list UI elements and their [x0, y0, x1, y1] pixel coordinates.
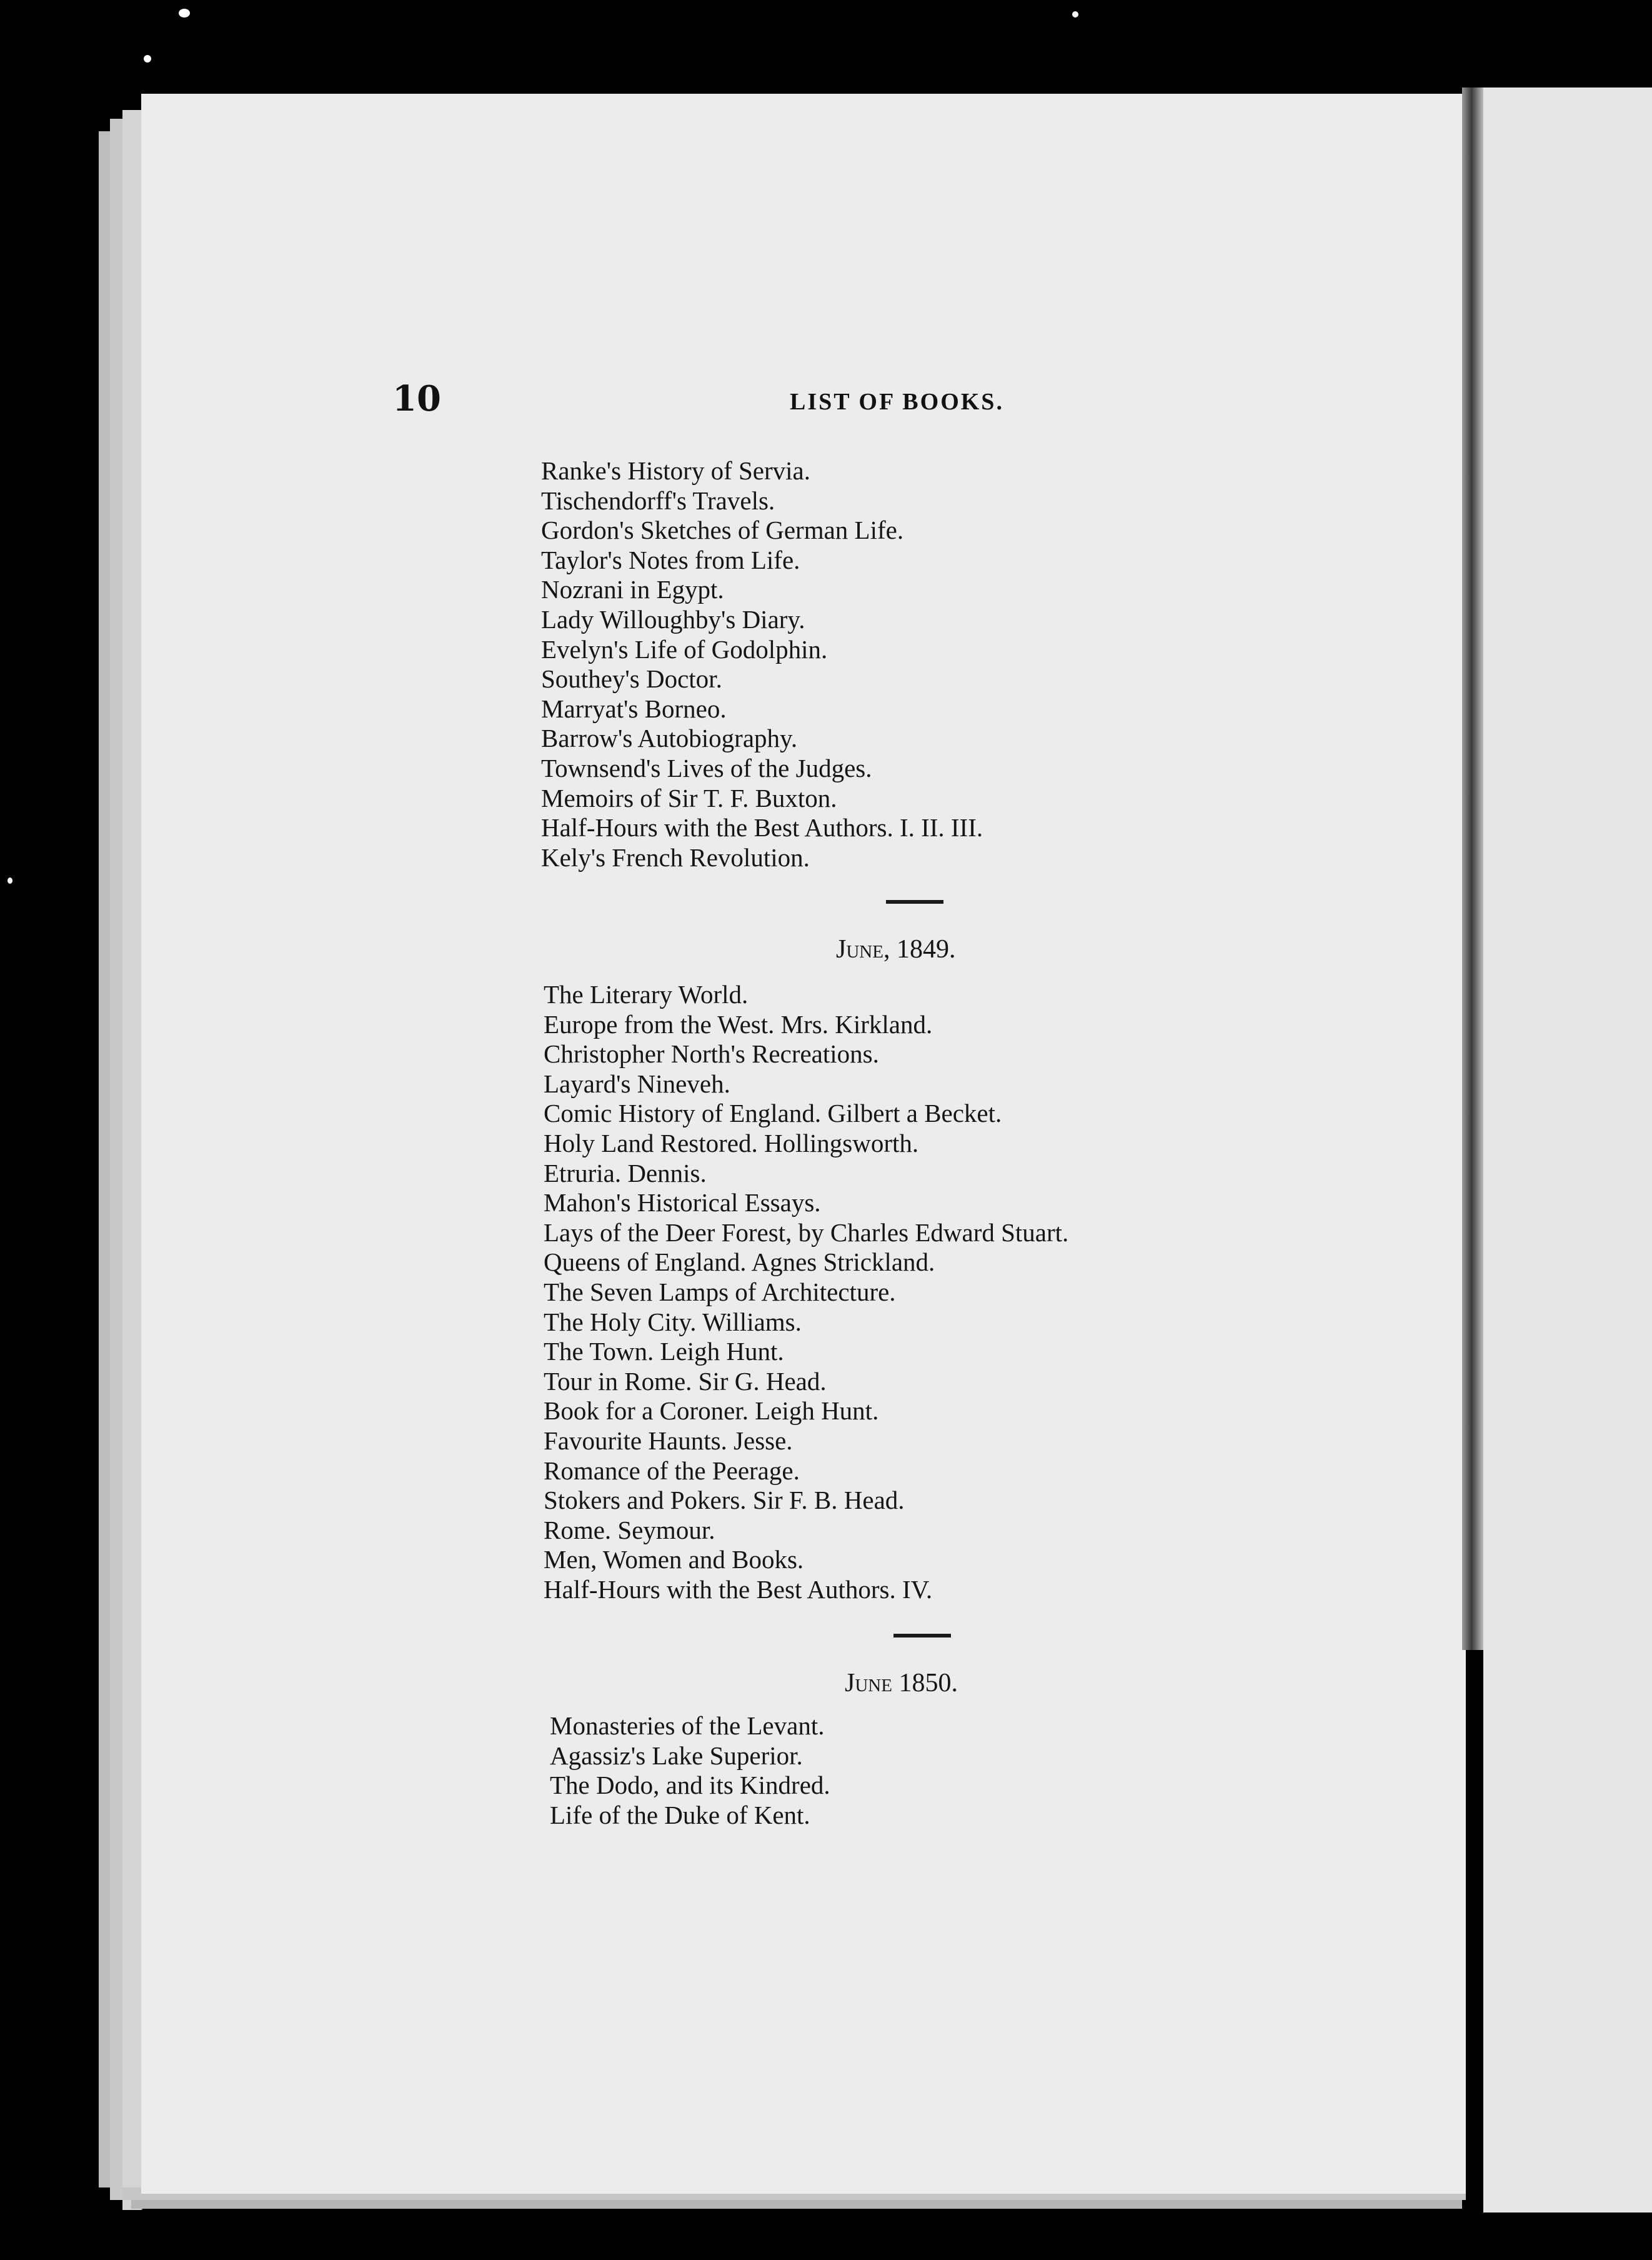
list-item: Stokers and Pokers. Sir F. B. Head.	[544, 1486, 905, 1515]
list-item: Kely's French Revolution.	[541, 842, 810, 872]
list-item: Agassiz's Lake Superior.	[550, 1741, 803, 1770]
list-item: Half-Hours with the Best Authors. I. II. III.	[541, 813, 983, 842]
list-item: Gordon's Sketches of German Life.	[541, 516, 904, 545]
page-number: 10	[392, 378, 441, 419]
book-list-section-1	[541, 456, 983, 872]
list-item: Barrow's Autobiography.	[541, 724, 798, 753]
list-item: Lady Willoughby's Diary.	[541, 604, 805, 634]
heading-month: June	[836, 935, 883, 964]
list-item: Layard's Nineveh.	[544, 1069, 730, 1098]
list-item: Holy Land Restored. Hollingsworth.	[544, 1128, 919, 1158]
book-list-section-3	[550, 1711, 830, 1830]
list-item: Men, Women and Books.	[544, 1545, 804, 1574]
section-heading	[836, 936, 955, 962]
heading-month: June	[845, 1669, 892, 1698]
list-item: Europe from the West. Mrs. Kirkland.	[544, 1009, 933, 1039]
list-item: Tischendorff's Travels.	[541, 486, 775, 515]
dust-speck	[7, 878, 12, 884]
list-item: The Town. Leigh Hunt.	[544, 1337, 784, 1366]
list-item: Monasteries of the Levant.	[550, 1711, 825, 1740]
list-item: Southey's Doctor.	[541, 664, 722, 694]
book-list-section-2	[544, 980, 1068, 1604]
dust-speck	[144, 55, 151, 62]
list-item: Taylor's Notes from Life.	[541, 545, 800, 574]
list-item: Christopher North's Recreations.	[544, 1039, 879, 1069]
heading-date: , 1849.	[883, 935, 956, 964]
list-item: Rome. Seymour.	[544, 1515, 715, 1544]
list-item: Romance of the Peerage.	[544, 1456, 800, 1485]
book-spine	[1462, 88, 1483, 1650]
list-item: Memoirs of Sir T. F. Buxton.	[541, 783, 837, 812]
list-item: Marryat's Borneo.	[541, 694, 727, 723]
list-item: The Dodo, and its Kindred.	[550, 1771, 830, 1800]
list-item: Townsend's Lives of the Judges.	[541, 753, 872, 782]
section-heading	[845, 1670, 958, 1696]
list-item: Book for a Coroner. Leigh Hunt.	[544, 1396, 879, 1426]
list-item: The Holy City. Williams.	[544, 1307, 802, 1336]
list-item: Etruria. Dennis.	[544, 1158, 707, 1188]
heading-date: 1850.	[892, 1669, 958, 1698]
list-item: The Seven Lamps of Architecture.	[544, 1277, 896, 1306]
section-divider	[886, 900, 943, 904]
list-item: Tour in Rome. Sir G. Head.	[544, 1366, 827, 1396]
list-item: Evelyn's Life of Godolphin.	[541, 634, 828, 664]
page-edge	[122, 110, 142, 2210]
dust-speck	[1072, 11, 1078, 18]
list-item: Queens of England. Agnes Strickland.	[544, 1248, 935, 1277]
list-item: Lays of the Deer Forest, by Charles Edward Stuart.	[544, 1218, 1069, 1247]
list-item: Nozrani in Egypt.	[541, 575, 724, 604]
running-head: LIST OF BOOKS.	[790, 389, 1004, 415]
list-item: Favourite Haunts. Jesse.	[544, 1426, 793, 1455]
list-item: Life of the Duke of Kent.	[550, 1800, 810, 1829]
list-item: The Literary World.	[544, 980, 749, 1009]
page-edge-bottom	[131, 2200, 1462, 2209]
list-item: Ranke's History of Servia.	[541, 456, 810, 485]
list-item: Mahon's Historical Essays.	[544, 1188, 821, 1218]
list-item: Comic History of England. Gilbert a Becket.	[544, 1099, 1002, 1128]
facing-page	[1483, 88, 1652, 2212]
list-item: Half-Hours with the Best Authors. IV.	[544, 1574, 933, 1604]
section-divider	[893, 1634, 951, 1638]
dust-speck	[179, 9, 190, 18]
